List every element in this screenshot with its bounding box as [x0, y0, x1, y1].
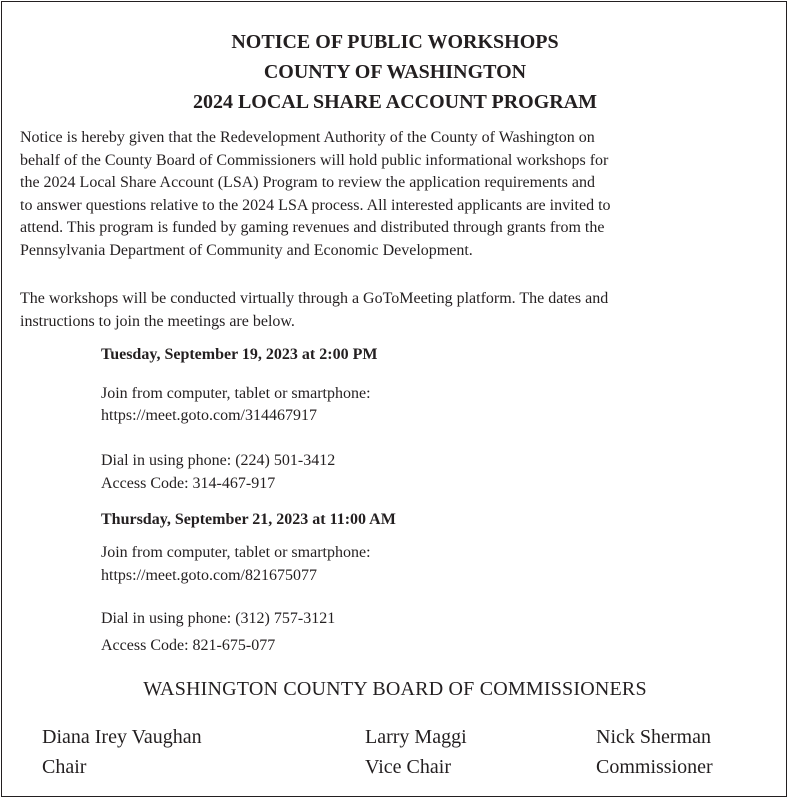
- access-code: Access Code: 314-467-917: [101, 475, 276, 492]
- signer-chair: [42, 722, 202, 782]
- intro-line: Notice is hereby given that the Redevelopment Authority of the County of Washington on: [20, 129, 595, 146]
- intro-line: the 2024 Local Share Account (LSA) Program to review the application requirements and: [20, 174, 595, 191]
- intro-paragraph: [20, 127, 775, 262]
- session-heading: Thursday, September 21, 2023 at 11:00 AM: [101, 511, 396, 528]
- signer-name: Larry Maggi: [365, 726, 467, 748]
- title-line-2: COUNTY OF WASHINGTON: [263, 61, 527, 83]
- workshop-line: instructions to join the meetings are below.: [20, 312, 295, 330]
- join-url-link[interactable]: https://meet.goto.com/314467917: [101, 407, 317, 424]
- signer-vice-chair: [365, 722, 467, 782]
- title-line-1: NOTICE OF PUBLIC WORKSHOPS: [231, 31, 559, 53]
- intro-line: attend. This program is funded by gaming revenues and distributed through grants from the: [20, 219, 605, 236]
- dial-in-number: Dial in using phone: (224) 501-3412: [101, 452, 336, 469]
- join-label: Join from computer, tablet or smartphone:: [101, 385, 371, 402]
- session-heading: Tuesday, September 19, 2023 at 2:00 PM: [101, 346, 378, 363]
- workshop-paragraph: [20, 288, 775, 333]
- intro-line: Pennsylvania Department of Community and Economic Development.: [20, 241, 473, 259]
- signer-name: Diana Irey Vaughan: [42, 726, 202, 748]
- workshop-line: The workshops will be conducted virtually through a GoToMeeting platform. The dates and: [20, 290, 609, 307]
- signer-name: Nick Sherman: [596, 726, 711, 748]
- join-label: Join from computer, tablet or smartphone:: [101, 544, 371, 561]
- signer-role: Commissioner: [596, 756, 713, 778]
- board-name: WASHINGTON COUNTY BOARD OF COMMISSIONERS: [143, 678, 647, 700]
- notice-title: [0, 27, 790, 117]
- title-line-3: 2024 LOCAL SHARE ACCOUNT PROGRAM: [192, 91, 598, 113]
- signer-commissioner: [596, 722, 713, 782]
- signer-role: Vice Chair: [365, 756, 451, 778]
- intro-line: to answer questions relative to the 2024 LSA process. All interested applicants are invited to: [20, 196, 611, 214]
- join-url-link[interactable]: https://meet.goto.com/821675077: [101, 567, 317, 584]
- signer-role: Chair: [42, 756, 87, 778]
- dial-in-number: Dial in using phone: (312) 757-3121: [101, 610, 336, 627]
- access-code: Access Code: 821-675-077: [101, 637, 276, 654]
- intro-line: behalf of the County Board of Commissioners will hold public informational workshops for: [20, 151, 609, 169]
